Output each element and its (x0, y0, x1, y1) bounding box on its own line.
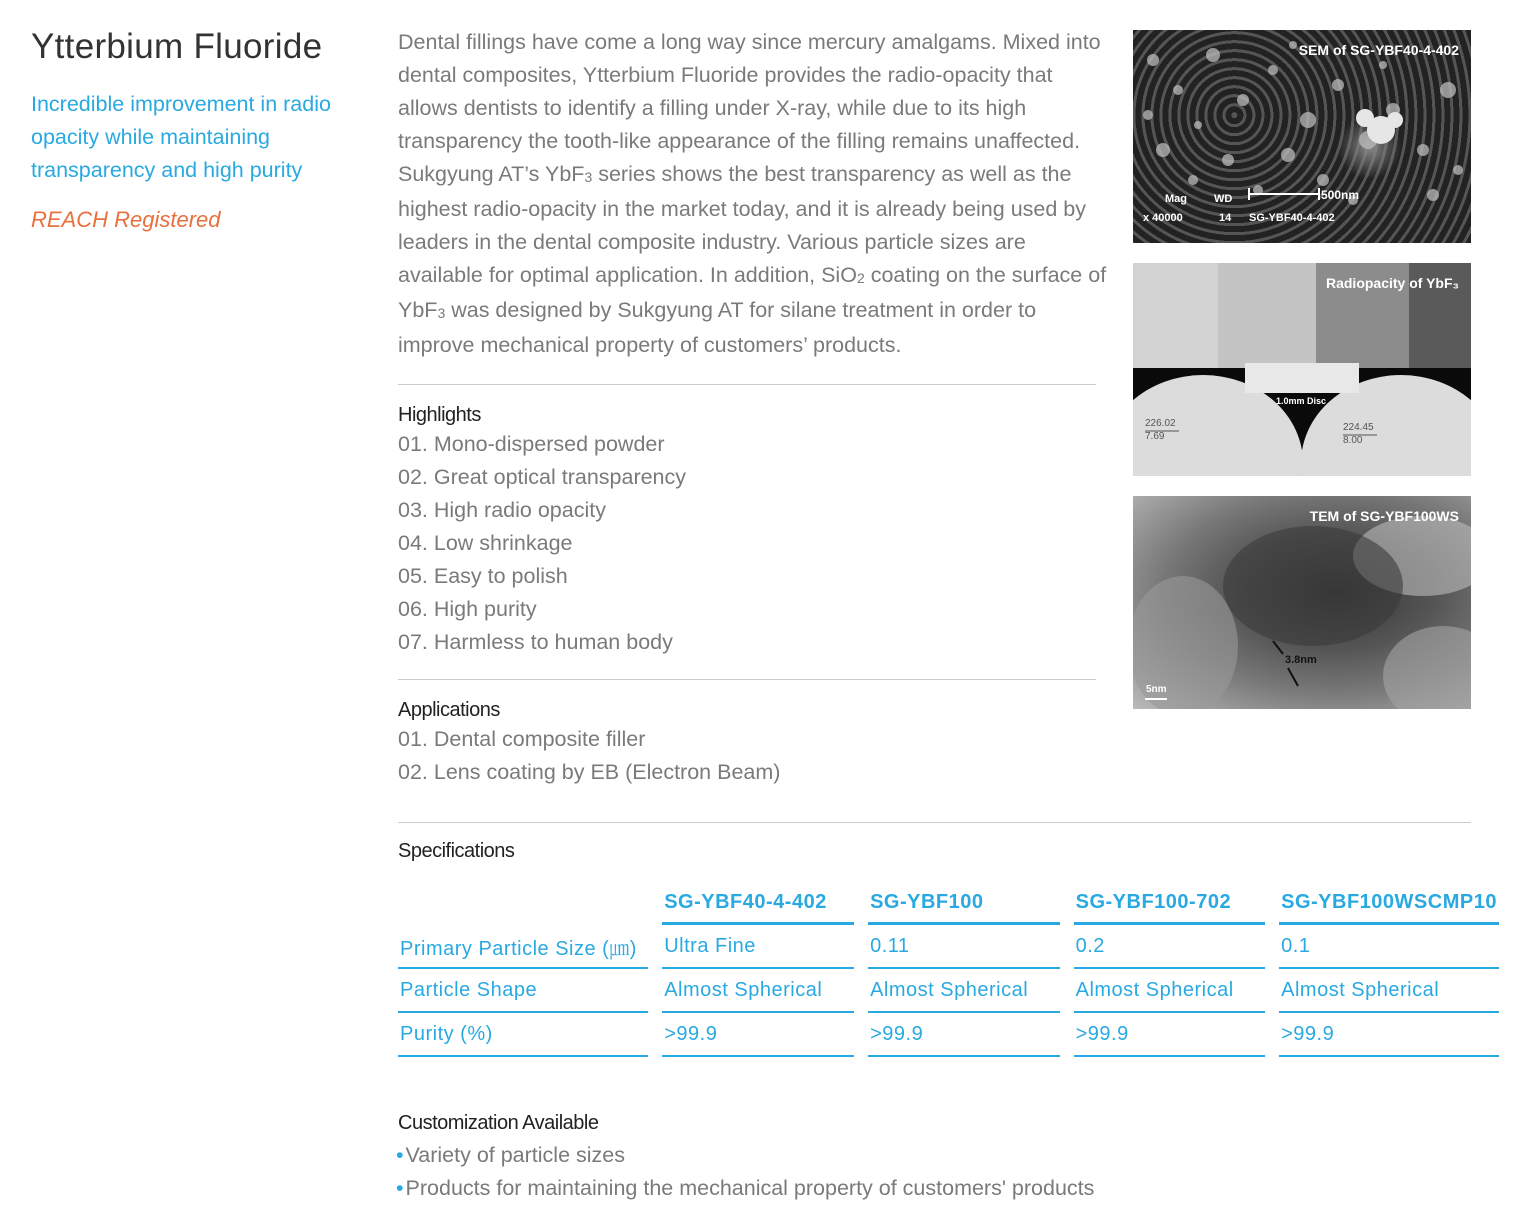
table-cell: >99.9 (662, 1013, 854, 1057)
table-cell: 0.2 (1074, 925, 1266, 969)
radiopacity-graphic (1133, 263, 1471, 476)
radiopacity-right-bottom: 8.00 (1343, 435, 1363, 446)
sem-scale-label: 500nm (1321, 188, 1360, 202)
subscript-2: 2 (856, 270, 865, 286)
specifications-table (384, 882, 1513, 1057)
column-header: SG-YBF40-4-402 (662, 882, 854, 925)
table-cell: Ultra Fine (662, 925, 854, 969)
tem-caption: TEM of SG-YBF100WS (1309, 508, 1459, 524)
list-item: 01. Mono-dispersed powder (398, 432, 665, 456)
highlights-title: Highlights (398, 404, 481, 426)
table-cell: 0.1 (1279, 925, 1499, 969)
table-cell: >99.9 (1074, 1013, 1266, 1057)
tem-image (1133, 496, 1471, 709)
applications-list (398, 723, 1113, 789)
radiopacity-image (1133, 263, 1471, 476)
row-label: Purity (%) (398, 1013, 648, 1057)
table-cell: Almost Spherical (1074, 969, 1266, 1013)
list-item: 03. High radio opacity (398, 498, 606, 522)
row-label: Primary Particle Size (㎛) (398, 925, 648, 969)
sem-wd-value: 14 (1219, 212, 1232, 224)
list-item: 07. Harmless to human body (398, 630, 673, 654)
divider (398, 384, 1096, 385)
table-cell: >99.9 (1279, 1013, 1499, 1057)
sem-mag-value: x 40000 (1143, 212, 1183, 224)
list-item: 02. Lens coating by EB (Electron Beam) (398, 760, 781, 784)
list-item (396, 1172, 1094, 1205)
sem-caption: SEM of SG-YBF40-4-402 (1298, 42, 1459, 58)
bullet-icon: • (396, 1176, 404, 1200)
divider (398, 822, 1471, 823)
product-tagline: Incredible improvement in radio opacity while maintaining transparency and high purity (31, 92, 331, 182)
column-header: SG-YBF100 (868, 882, 1060, 925)
table-corner-cell (398, 882, 648, 925)
intro-text-3: coating on the surface of YbF (398, 263, 1107, 322)
sem-mag-label: Mag (1165, 193, 1187, 205)
customization-title: Customization Available (398, 1112, 599, 1134)
table-cell: Almost Spherical (662, 969, 854, 1013)
intro-paragraph (398, 26, 1113, 362)
table-cell: Almost Spherical (868, 969, 1060, 1013)
list-item (396, 1139, 1094, 1172)
product-description (398, 26, 1113, 789)
product-images (1133, 30, 1471, 729)
subscript-3b: 3 (437, 305, 446, 321)
list-item: 04. Low shrinkage (398, 531, 573, 555)
tem-measure-label: 3.8nm (1285, 654, 1317, 666)
list-item-text: Variety of particle sizes (405, 1143, 625, 1167)
list-item: 02. Great optical transparency (398, 465, 687, 489)
table-row (398, 925, 1499, 969)
list-item-text: Products for maintaining the mechanical property of customers' products (405, 1176, 1095, 1200)
sem-sample-label: SG-YBF40-4-402 (1249, 212, 1335, 224)
highlights-list (398, 428, 1113, 659)
applications-title: Applications (398, 699, 500, 721)
divider (398, 679, 1096, 680)
radiopacity-left-bottom: 7.69 (1145, 431, 1165, 442)
list-item: 05. Easy to polish (398, 564, 568, 588)
intro-text-1: Dental fillings have come a long way since mercury amalgams. Mixed into dental composites, Ytterbium Fluoride provides the radio-opacity that allows dentists to identify a filling under X-ray, while due to its high transparency the tooth-like appearance of the filling remains unaffected. Sukgyung AT’s YbF (398, 30, 1101, 186)
intro-text-4: was designed by Sukgyung AT for silane treatment in order to improve mechanical property of customers’ products. (398, 298, 1037, 357)
disc-label: 1.0mm Disc (1276, 396, 1327, 406)
subscript-3: 3 (584, 169, 593, 185)
column-header: SG-YBF100WSCMP10 (1279, 882, 1499, 925)
table-header-row (398, 882, 1499, 925)
tem-texture (1133, 496, 1471, 709)
table-cell: 0.11 (868, 925, 1060, 969)
column-header: SG-YBF100-702 (1074, 882, 1266, 925)
radiopacity-right-top: 224.45 (1343, 422, 1374, 433)
bullet-icon: • (396, 1143, 404, 1167)
list-item: 06. High purity (398, 597, 537, 621)
table-cell: Almost Spherical (1279, 969, 1499, 1013)
specifications-title: Specifications (398, 840, 515, 862)
sem-wd-label: WD (1214, 193, 1233, 205)
table-row (398, 969, 1499, 1013)
product-title: Ytterbium Fluoride (31, 27, 323, 66)
table-cell: >99.9 (868, 1013, 1060, 1057)
table-row (398, 1013, 1499, 1057)
radiopacity-caption: Radiopacity of YbF₃ (1325, 275, 1459, 291)
sem-image (1133, 30, 1471, 243)
reach-registered-label: REACH Registered (31, 207, 221, 232)
customization-section (396, 1110, 1094, 1205)
list-item: 01. Dental composite filler (398, 727, 646, 751)
customization-list (396, 1139, 1094, 1205)
intro-text-2: series shows the best transparency as well as the highest radio-opacity in the market today, and it is already being used by leaders in the dental composite industry. Various particle sizes are available for optimal application. In addition, SiO (398, 162, 1086, 287)
radiopacity-left-top: 226.02 (1145, 418, 1176, 429)
product-sidebar (31, 22, 361, 233)
row-label: Particle Shape (398, 969, 648, 1013)
tem-scale-label: 5nm (1146, 684, 1167, 695)
